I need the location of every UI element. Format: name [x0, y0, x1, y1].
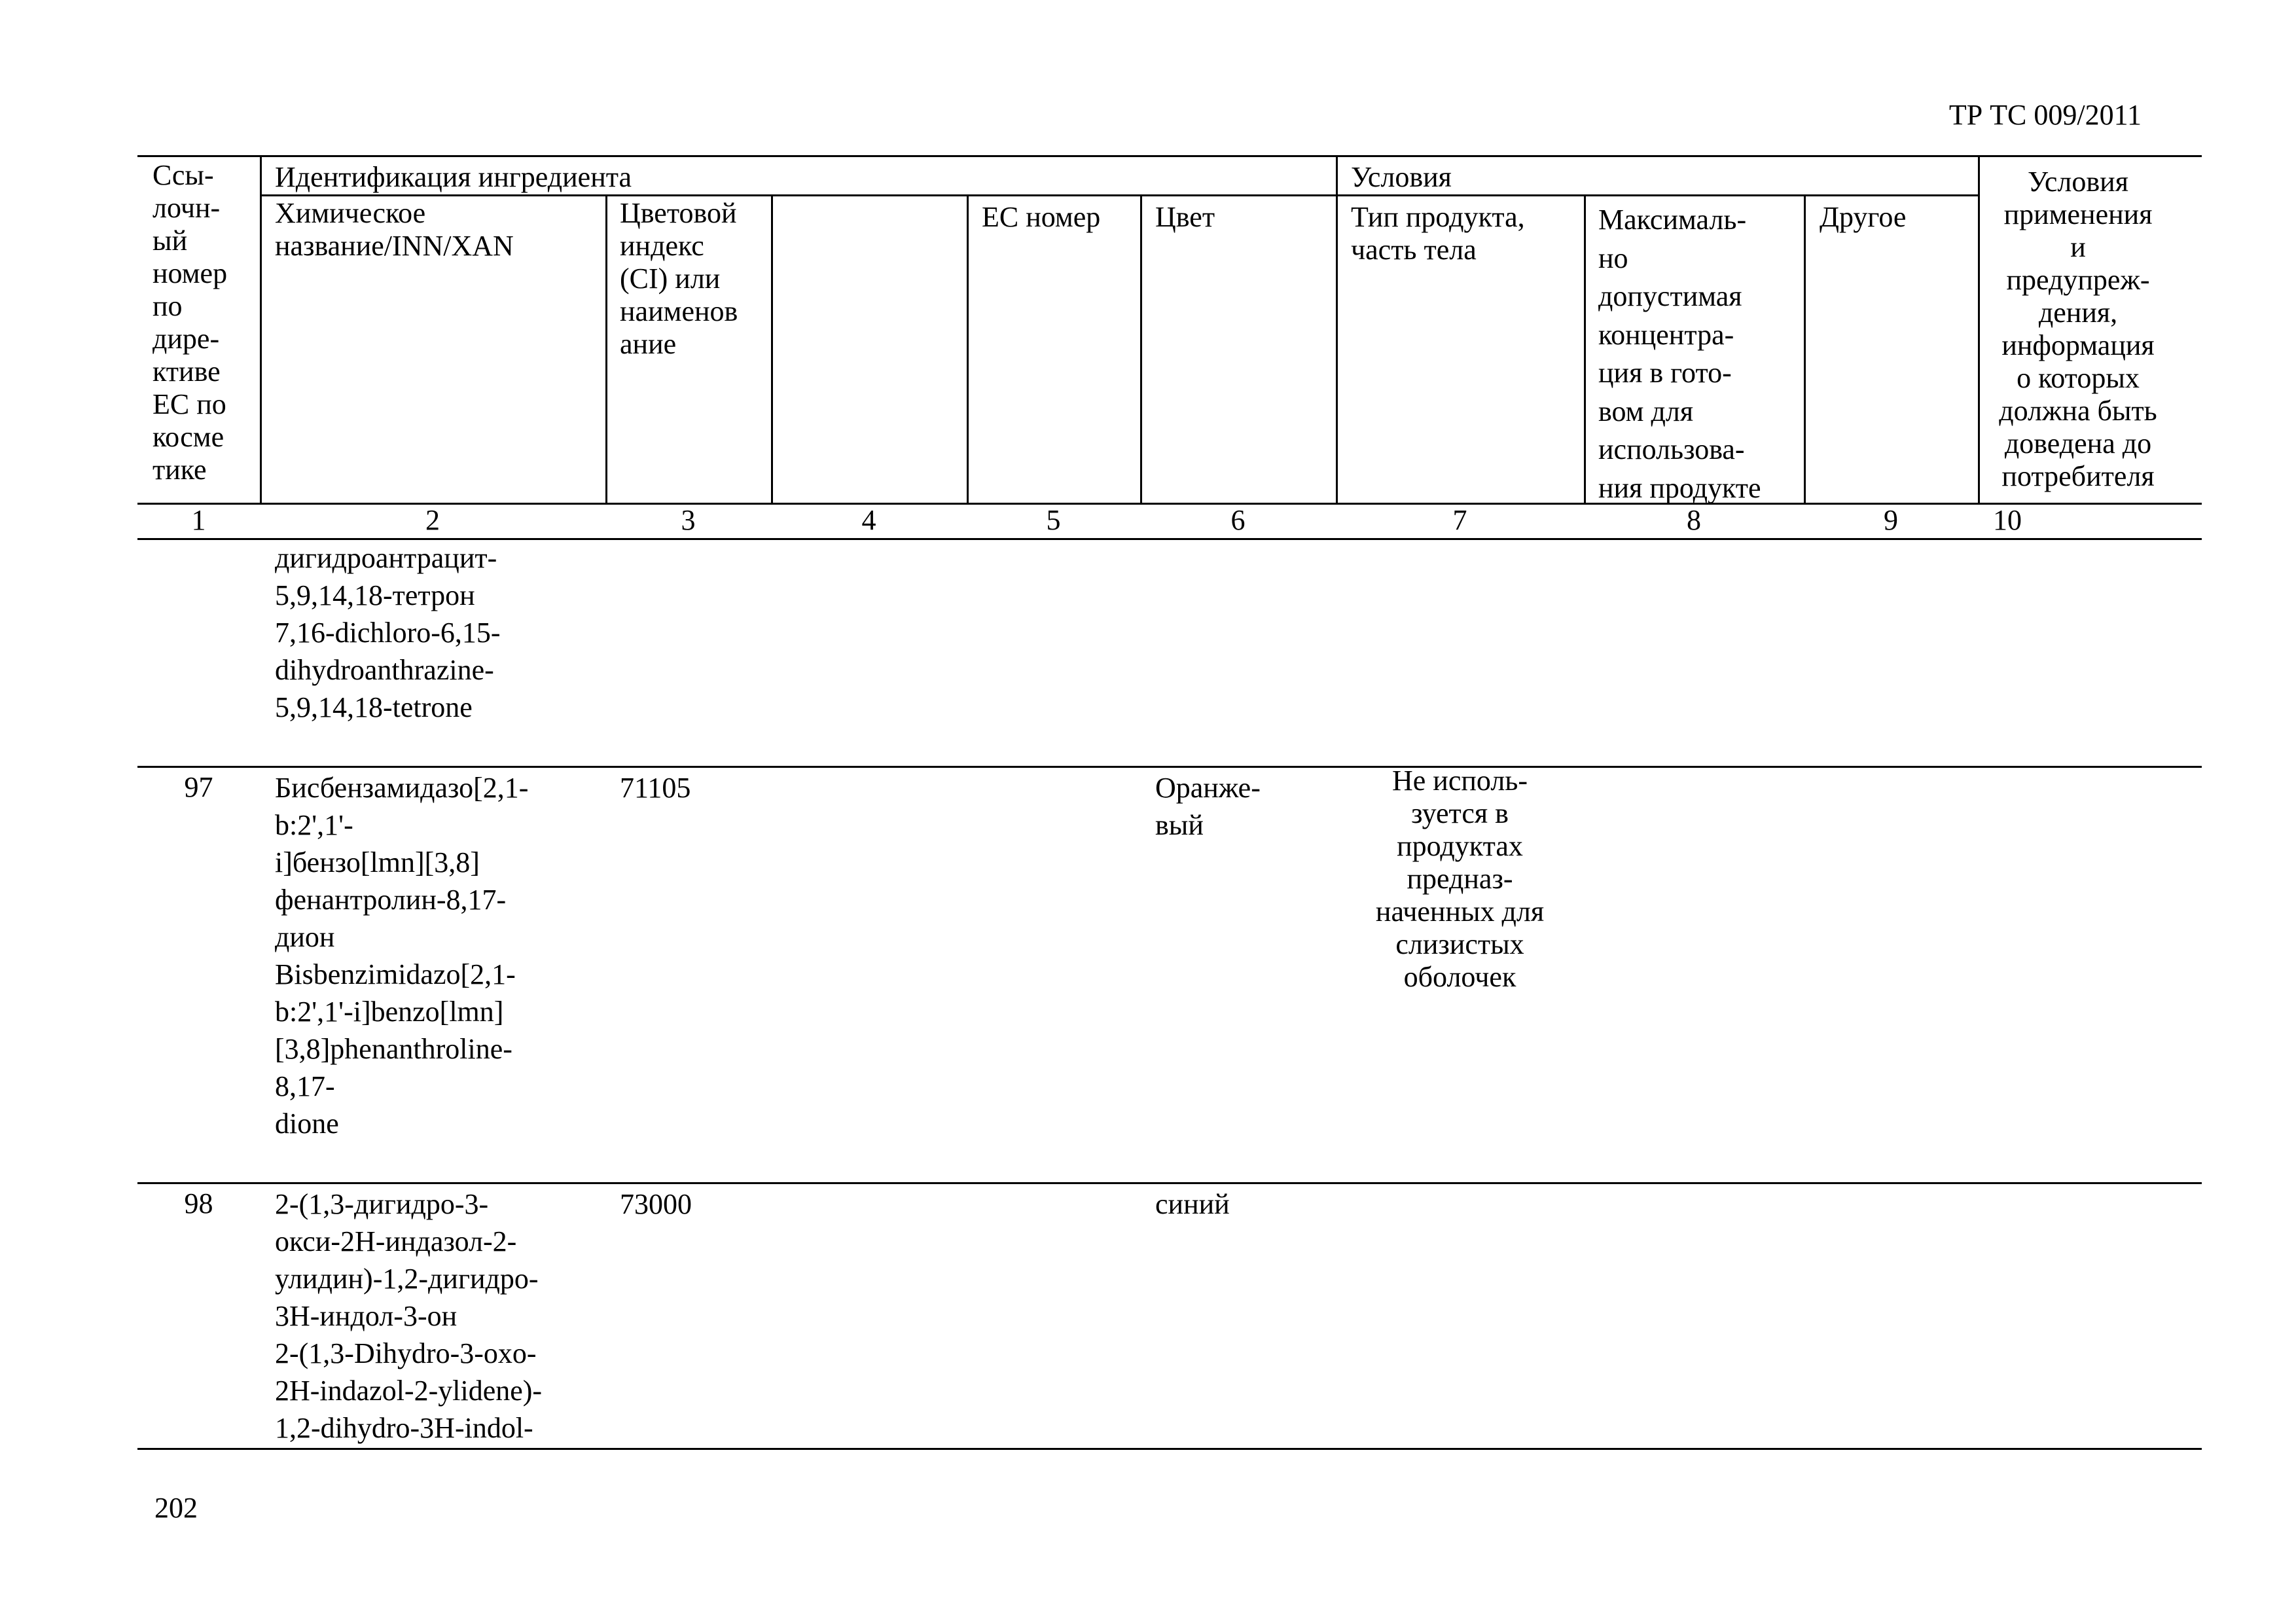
color-cell: синий — [1155, 1188, 1230, 1220]
header-chemical-name: Химическое название/INN/XAN — [275, 197, 514, 262]
chemical-name-cell: 2-(1,3-дигидро-3- окси-2H-индазол-2- улидин)-1,2-дигидро- 3H-индол-3-он 2-(1,3-Dihydro-3-oxo- 2H-indazol-2-ylidene)- 1,2-dihydro-3H-indol- — [275, 1188, 543, 1444]
column-divider — [1140, 194, 1142, 504]
column-number: 2 — [425, 504, 440, 536]
ref-number-cell: 98 — [184, 1187, 213, 1219]
header-group-identification: Идентификация ингредиента — [275, 161, 632, 193]
column-divider — [967, 194, 969, 504]
column-number: 1 — [191, 504, 206, 536]
table-top-border — [137, 155, 2202, 157]
header-ref-number: Ссы- лочн- ый номер по дире- ктиве ЕС по косме тике — [152, 159, 228, 486]
column-divider — [1584, 194, 1586, 504]
column-number: 10 — [1993, 504, 2022, 536]
color-index-cell: 73000 — [620, 1188, 692, 1220]
header-color-index: Цветовой индекс (CI) или наименов ание — [620, 197, 738, 360]
row-divider — [137, 766, 2202, 768]
table-bottom-border — [137, 1448, 2202, 1450]
column-divider — [1804, 194, 1806, 504]
column-number: 9 — [1884, 504, 1898, 536]
column-divider — [260, 155, 262, 504]
chemical-name-cell: дигидроантрацит- 5,9,14,18-тетрон 7,16-dichloro-6,15- dihydroanthrazine- 5,9,14,18-tetrone — [275, 542, 501, 723]
row-divider — [137, 1182, 2202, 1184]
column-number: 8 — [1687, 504, 1701, 536]
color-index-cell: 71105 — [620, 772, 691, 804]
column-number: 4 — [861, 504, 876, 536]
header-group-conditions: Условия — [1351, 161, 1452, 193]
column-divider — [1336, 155, 1338, 504]
header-other: Другое — [1820, 201, 1907, 233]
header-product-type: Тип продукта, часть тела — [1351, 201, 1525, 266]
header-ec-number: ЕС номер — [982, 201, 1101, 233]
column-divider — [771, 194, 773, 504]
chemical-name-cell: Бисбензамидазо[2,1- b:2',1'- i]бензо[lmn][3,8] фенантролин-8,17- дион Bisbenzimidazo[2,1- b:2',1'-i]benzo[lmn] [3,8]phenanthroline- 8,17- dione — [275, 772, 529, 1140]
column-number: 3 — [681, 504, 696, 536]
color-cell: Оранже- вый — [1155, 772, 1261, 841]
document-header: ТР ТС 009/2011 — [1948, 99, 2142, 131]
header-usage-conditions: Условия применения и предупреж- дения, информация о которых должна быть доведена до потребителя — [1999, 166, 2157, 492]
column-number: 6 — [1230, 504, 1246, 536]
column-number: 7 — [1452, 504, 1467, 536]
product-type-cell: Не исполь- зуется в продуктах предназ- наченных для слизистых оболочек — [1375, 765, 1545, 993]
page-number: 202 — [154, 1492, 198, 1524]
ref-number-cell: 97 — [184, 771, 213, 803]
group-header-divider — [260, 194, 1979, 196]
header-color: Цвет — [1155, 201, 1215, 233]
column-number: 5 — [1046, 504, 1061, 536]
header-max-concentration: Максималь- но допустимая концентра- ция в гото- вом для использова- ния продукте — [1598, 204, 1761, 504]
column-divider — [605, 194, 607, 504]
